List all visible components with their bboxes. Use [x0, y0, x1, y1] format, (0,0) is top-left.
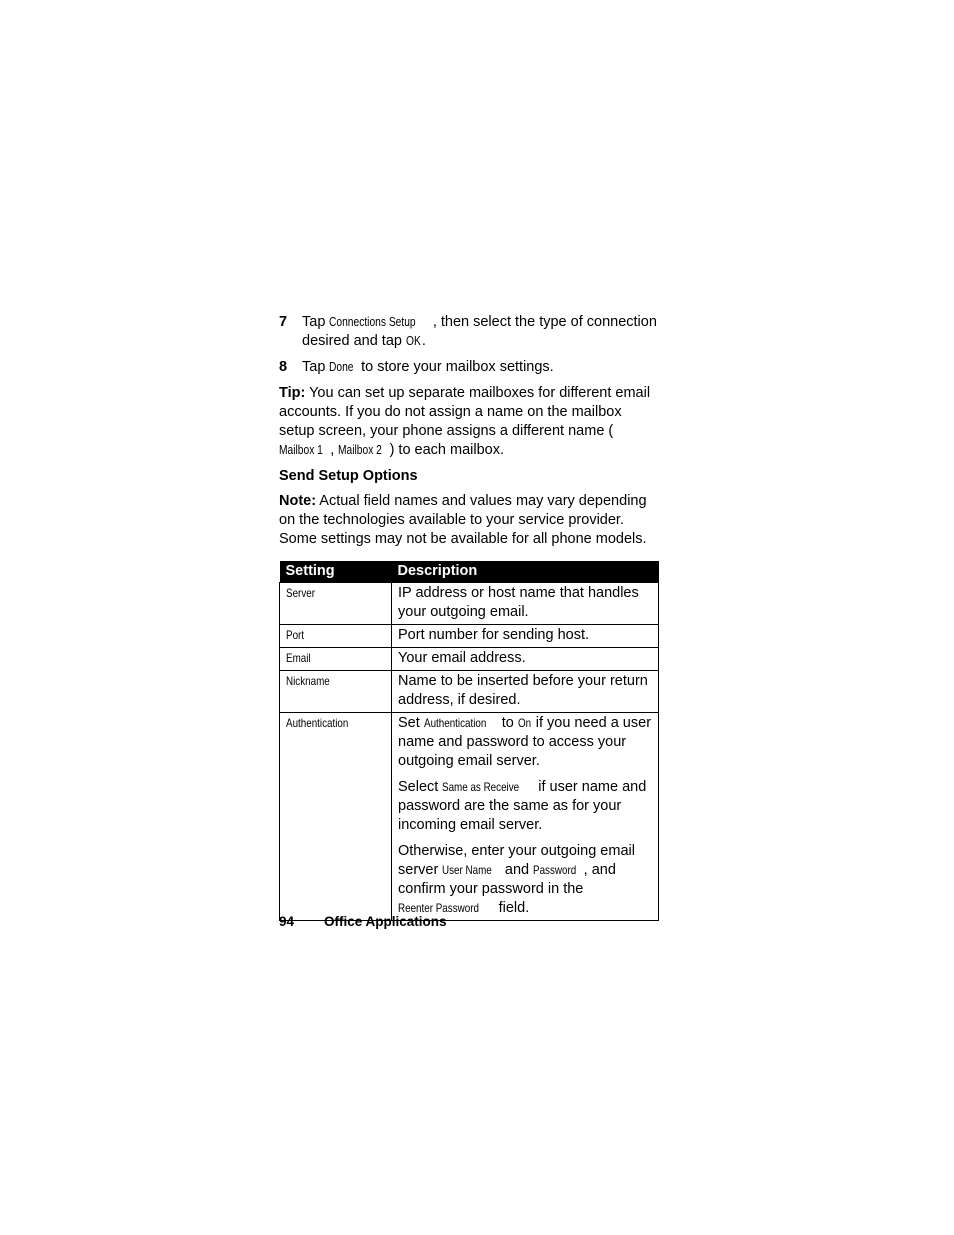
ui-term: Mailbox 1 — [279, 443, 323, 457]
tip-paragraph: Tip: You can set up separate mailboxes for different email accounts. If you do not assign a name on the mailbox setup screen, your phone assigns a different name (Mailbox 1 , Mailbox 2 ) to each mailbox. — [279, 385, 651, 458]
step-number: 7 — [279, 314, 288, 330]
ui-term: Done — [329, 360, 354, 374]
ui-term: Mailbox 2 — [338, 443, 383, 457]
table-row — [280, 648, 659, 671]
settings-table — [279, 561, 659, 921]
table-row — [280, 713, 659, 921]
description-cell: Port number for sending host. — [392, 625, 659, 648]
section-heading: Send Setup Options — [279, 468, 418, 484]
auth-para-2: Select Same as Receive if user name and password are the same as for your incoming email server. — [398, 779, 647, 833]
footer-section-title: Office Applications — [324, 914, 447, 929]
note-paragraph: Note: Actual field names and values may vary depending on the technologies available to your service provider. Some settings may not be available for all phone models. — [279, 493, 647, 547]
tip-label: Tip: — [279, 385, 306, 401]
description-cell: IP address or host name that handles your outgoing email. — [392, 583, 659, 625]
setting-cell: Email — [280, 648, 392, 671]
step-7: 7 Tap Connections Setup , then select the type of connection desired and tap OK. — [279, 314, 657, 349]
description-cell — [392, 713, 659, 921]
page-content — [279, 313, 659, 921]
page-footer — [279, 914, 447, 929]
setting-cell: Server — [280, 583, 392, 625]
page-number: 94 — [279, 914, 295, 929]
description-cell: Your email address. — [392, 648, 659, 671]
header-setting: Setting — [280, 561, 392, 583]
description-cell: Name to be inserted before your return address, if desired. — [392, 671, 659, 713]
setting-cell: Authentication — [280, 713, 392, 921]
auth-para-3: Otherwise, enter your outgoing email server User Name and Password , and confirm your password in the Reenter Password field. — [398, 843, 635, 916]
table-row — [280, 671, 659, 713]
setting-cell: Port — [280, 625, 392, 648]
setting-cell: Nickname — [280, 671, 392, 713]
step-8: 8 Tap Done to store your mailbox settings. — [279, 359, 554, 375]
table-row — [280, 625, 659, 648]
table-row — [280, 583, 659, 625]
ui-term: OK — [406, 334, 421, 348]
auth-para-1: Set Authentication to On if you need a user name and password to access your outgoing email server. — [398, 715, 652, 769]
note-label: Note: — [279, 493, 317, 509]
table-header-row — [280, 561, 659, 583]
step-number: 8 — [279, 359, 288, 375]
header-description: Description — [392, 561, 659, 583]
ui-term: Connections Setup — [329, 315, 417, 329]
